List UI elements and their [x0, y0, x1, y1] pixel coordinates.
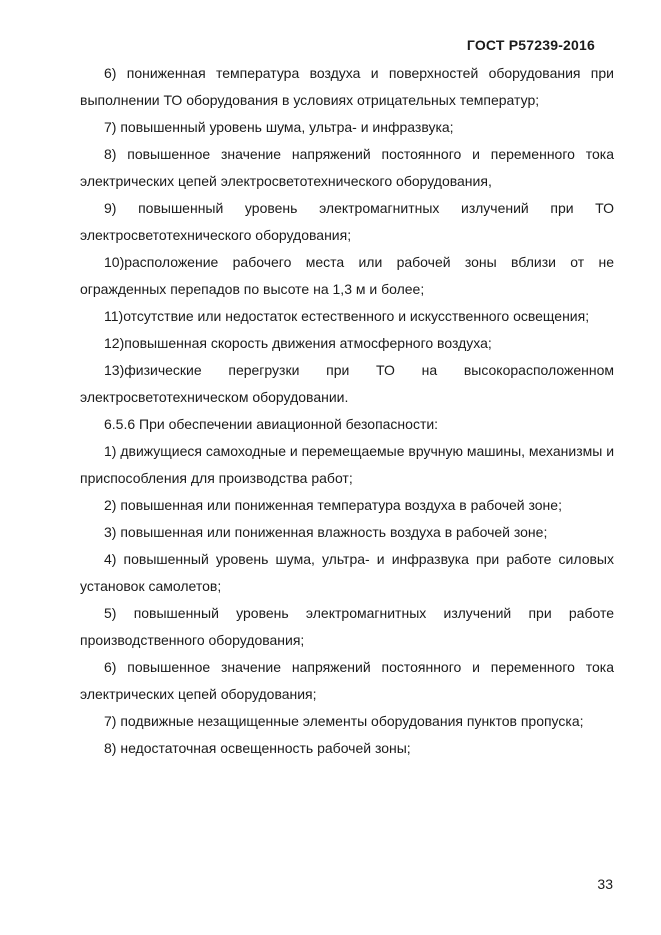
list-item: 12)повышенная скорость движения атмосферного воздуха; — [104, 335, 492, 351]
list-item: 6) повышенное значение напряжений постоянного и переменного тока электрических цепей оборудования; — [80, 659, 614, 702]
list-item: 10)расположение рабочего места или рабочей зоны вблизи от не огражденных перепадов по высоте на 1,3 м и более; — [80, 254, 614, 297]
list-item: 7) подвижные незащищенные элементы оборудования пунктов пропуска; — [104, 713, 584, 729]
list-item: 6) пониженная температура воздуха и поверхностей оборудования при выполнении ТО оборудования в условиях отрицательных температур; — [80, 65, 614, 108]
list-item: 8) повышенное значение напряжений постоянного и переменного тока электрических цепей электросветотехнического оборудования, — [80, 146, 614, 189]
list-item: 8) недостаточная освещенность рабочей зоны; — [104, 740, 411, 756]
list-item: 7) повышенный уровень шума, ультра- и инфразвука; — [104, 119, 454, 135]
list-item: 3) повышенная или пониженная влажность воздуха в рабочей зоне; — [104, 524, 548, 540]
list-item: 13)физические перегрузки при ТО на высокорасположенном электросветотехническом оборудовании. — [80, 362, 614, 405]
list-item: 5) повышенный уровень электромагнитных излучений при работе производственного оборудования; — [80, 605, 614, 648]
list-item: 11)отсутствие или недостаток естественного и искусственного освещения; — [104, 308, 590, 324]
list-item: 9) повышенный уровень электромагнитных излучений при ТО электросветотехнического оборудования; — [80, 200, 614, 243]
list-item: 4) повышенный уровень шума, ультра- и инфразвука при работе силовых установок самолетов; — [80, 551, 614, 594]
list-item: 1) движущиеся самоходные и перемещаемые вручную машины, механизмы и приспособления для производства работ; — [80, 443, 615, 486]
section-heading: 6.5.6 При обеспечении авиационной безопасности: — [104, 416, 439, 432]
document-code: ГОСТ Р57239-2016 — [466, 37, 595, 53]
document-body — [80, 60, 614, 762]
list-item: 2) повышенная или пониженная температура воздуха в рабочей зоне; — [104, 497, 562, 513]
page-number: 33 — [597, 876, 613, 892]
